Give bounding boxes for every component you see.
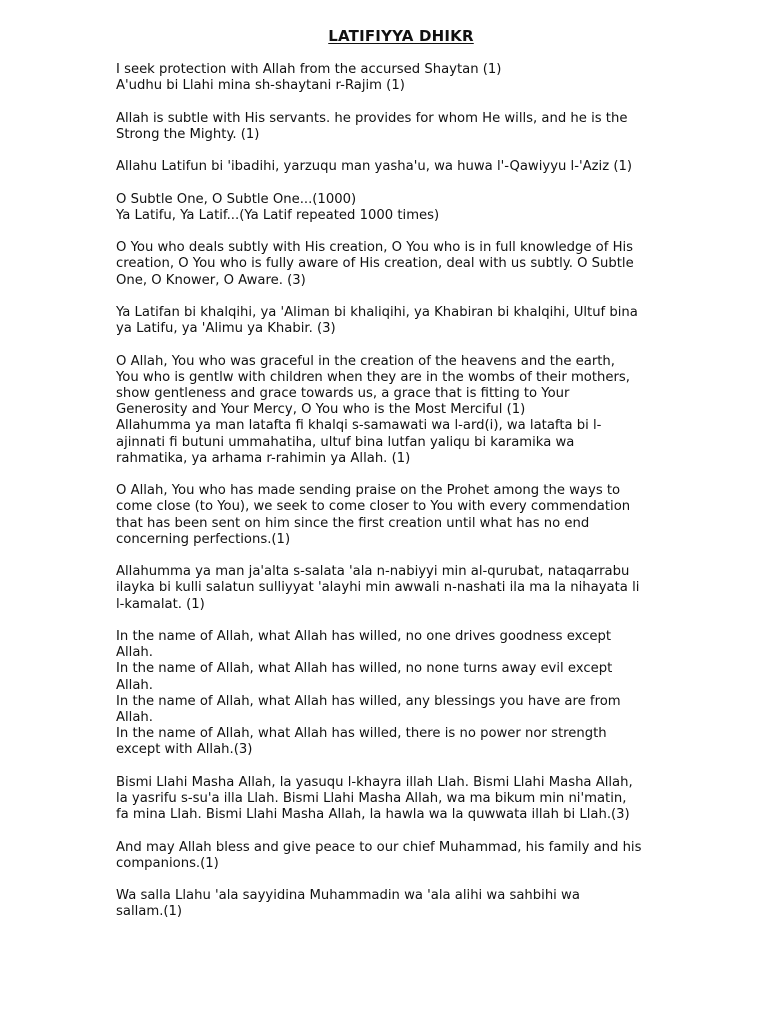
paragraph bbox=[116, 62, 690, 94]
text-line: Ya Latifan bi khalqihi, ya 'Aliman bi khaliqihi, ya Khabiran bi khalqihi, Ultuf bina bbox=[116, 304, 638, 320]
paragraph bbox=[116, 483, 690, 548]
paragraph bbox=[116, 305, 690, 337]
text-line: companions.(1) bbox=[116, 855, 219, 871]
text-line: creation, O You who is fully aware of His creation, deal with us subtly. O Subtle bbox=[116, 256, 634, 272]
paragraph bbox=[116, 354, 690, 467]
text-line: ya Latifu, ya 'Alimu ya Khabir. (3) bbox=[116, 321, 336, 337]
paragraph bbox=[116, 159, 690, 175]
text-line: In the name of Allah, what Allah has willed, any blessings you have are from bbox=[116, 693, 621, 709]
text-line: ajinnati fi butuni ummahatiha, ultuf bina lutfan yaliqu bi karamika wa bbox=[116, 434, 575, 450]
text-line: One, O Knower, O Aware. (3) bbox=[116, 272, 306, 288]
document-title: LATIFIYYA DHIKR bbox=[328, 27, 474, 45]
paragraph bbox=[116, 111, 690, 143]
text-line: In the name of Allah, what Allah has willed, no one drives goodness except bbox=[116, 628, 612, 644]
text-line: A'udhu bi Llahi mina sh-shaytani r-Rajim (1) bbox=[116, 78, 405, 94]
text-line: Wa salla Llahu 'ala sayyidina Muhammadin wa 'ala alihi wa sahbihi wa bbox=[116, 888, 580, 904]
text-line: Allah. bbox=[116, 677, 153, 693]
text-line: Allah. bbox=[116, 645, 153, 661]
paragraph bbox=[116, 629, 690, 759]
text-line: sallam.(1) bbox=[116, 904, 183, 920]
text-line: concerning perfections.(1) bbox=[116, 531, 291, 547]
text-line: show gentleness and grace towards us, a grace that is fitting to Your bbox=[116, 385, 570, 401]
document-body bbox=[116, 62, 690, 937]
text-line: Generosity and Your Mercy, O You who is the Most Merciful (1) bbox=[116, 402, 526, 418]
text-line: l-kamalat. (1) bbox=[116, 596, 205, 612]
text-line: come close (to You), we seek to come closer to You with every commendation bbox=[116, 499, 631, 515]
text-line: In the name of Allah, what Allah has willed, there is no power nor strength bbox=[116, 726, 607, 742]
text-line: except with Allah.(3) bbox=[116, 742, 253, 758]
text-line: Allahumma ya man latafta fi khalqi s-samawati wa l-ard(i), wa latafta bi l- bbox=[116, 418, 602, 434]
paragraph bbox=[116, 888, 690, 920]
text-line: O Allah, You who has made sending praise on the Prohet among the ways to bbox=[116, 483, 621, 499]
text-line: la yasrifu s-su'a illa Llah. Bismi Llahi Masha Allah, wa ma bikum min ni'matin, bbox=[116, 790, 627, 806]
paragraph bbox=[116, 840, 690, 872]
text-line: You who is gentlw with children when they are in the wombs of their mothers, bbox=[116, 369, 630, 385]
text-line: Allah. bbox=[116, 709, 153, 725]
text-line: O You who deals subtly with His creation, O You who is in full knowledge of His bbox=[116, 240, 634, 256]
text-line: In the name of Allah, what Allah has willed, no none turns away evil except bbox=[116, 661, 613, 677]
text-line: Allahu Latifun bi 'ibadihi, yarzuqu man yasha'u, wa huwa l'-Qawiyyu l-'Aziz (1) bbox=[116, 159, 632, 175]
paragraph bbox=[116, 775, 690, 824]
text-line: Allahumma ya man ja'alta s-salata 'ala n-nabiyyi min al-qurubat, nataqarrabu bbox=[116, 564, 630, 580]
paragraph bbox=[116, 564, 690, 613]
text-line: I seek protection with Allah from the accursed Shaytan (1) bbox=[116, 62, 502, 77]
text-line: O Allah, You who was graceful in the creation of the heavens and the earth, bbox=[116, 353, 615, 369]
text-line: O Subtle One, O Subtle One...(1000) bbox=[116, 191, 357, 207]
text-line: Strong the Mighty. (1) bbox=[116, 126, 260, 142]
text-line: Bismi Llahi Masha Allah, la yasuqu l-khayra illah Llah. Bismi Llahi Masha Allah, bbox=[116, 774, 633, 790]
text-line: Ya Latifu, Ya Latif...(Ya Latif repeated 1000 times) bbox=[116, 207, 440, 223]
text-line: rahmatika, ya arhama r-rahimin ya Allah. (1) bbox=[116, 450, 411, 466]
text-line: ilayka bi kulli salatun sulliyyat 'alayhi min awwali n-nashati ila ma la nihayata li bbox=[116, 580, 640, 596]
text-line: that has been sent on him since the first creation until what has no end bbox=[116, 515, 590, 531]
text-line: fa mina Llah. Bismi Llahi Masha Allah, la hawla wa la quwwata illah bi Llah.(3) bbox=[116, 807, 630, 823]
text-line: And may Allah bless and give peace to our chief Muhammad, his family and his bbox=[116, 839, 642, 855]
paragraph bbox=[116, 192, 690, 224]
paragraph bbox=[116, 240, 690, 289]
text-line: Allah is subtle with His servants. he provides for whom He wills, and he is the bbox=[116, 110, 628, 126]
